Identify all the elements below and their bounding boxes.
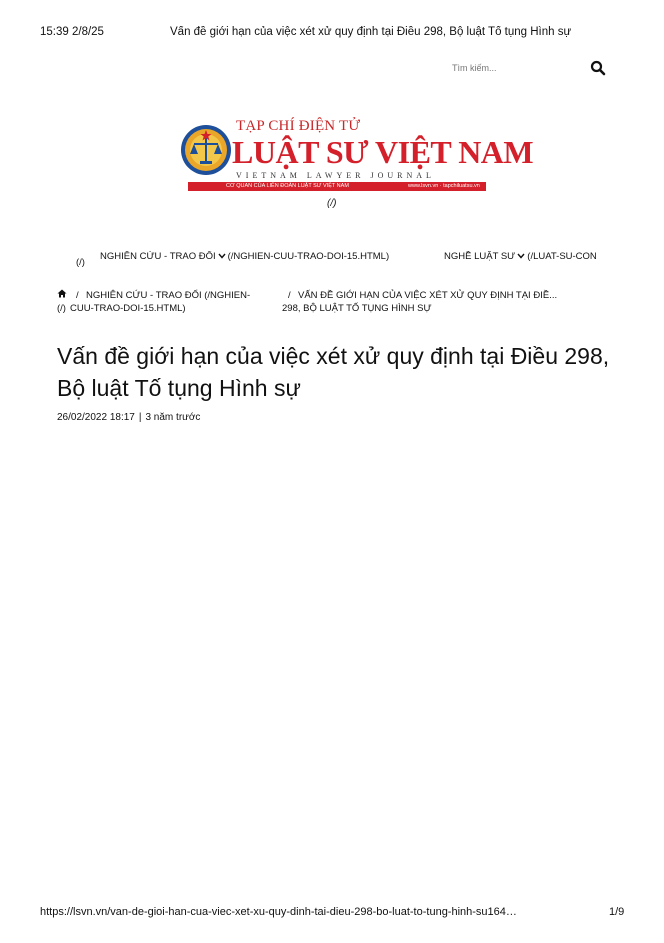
breadcrumb-category-line2: CUU-TRAO-DOI-15.HTML) [70, 303, 186, 314]
nav-item-label: NGHIÊN CỨU - TRAO ĐỔI [100, 251, 216, 262]
home-icon[interactable] [57, 289, 67, 302]
nav-home-link[interactable]: (/) [76, 257, 85, 268]
article-relative-time: 3 năm trước [145, 412, 201, 423]
print-datetime: 15:39 2/8/25 [40, 26, 104, 38]
logo-bar-caption: CƠ QUAN CỦA LIÊN ĐOÀN LUẬT SƯ VIỆT NAM [226, 183, 349, 189]
meta-separator: | [138, 412, 142, 423]
breadcrumb-current-line2: 298, BỘ LUẬT TỐ TỤNG HÌNH SỰ [282, 303, 432, 314]
chevron-down-icon [218, 251, 226, 262]
main-nav [76, 251, 620, 271]
logo-home-link[interactable]: (/) [327, 198, 337, 209]
logo-tagline: TẠP CHÍ ĐIỆN TỬ [236, 118, 361, 134]
print-footer-url: https://lsvn.vn/van-de-gioi-han-cua-viec-xet-xu-quy-dinh-tai-dieu-298-bo-luat-to-tung-hinh-su164… [40, 906, 517, 918]
nav-item-nghe-luat-su[interactable] [444, 251, 597, 262]
nav-item-nghien-cuu[interactable] [100, 251, 389, 262]
search-box [446, 58, 612, 80]
search-icon[interactable] [590, 60, 606, 76]
article-meta [57, 412, 200, 423]
nav-item-href: (/NGHIEN-CUU-TRAO-DOI-15.HTML) [227, 251, 390, 262]
chevron-down-icon [517, 251, 525, 262]
nav-item-label: NGHỀ LUẬT SƯ [444, 251, 516, 262]
print-page-number: 1/9 [609, 906, 625, 918]
breadcrumb-category[interactable] [70, 289, 272, 315]
breadcrumb-separator: / [288, 290, 291, 301]
breadcrumb-separator: / [76, 290, 79, 301]
print-page-title: Vấn đề giới hạn của việc xét xử quy định tại Điều 298, Bộ luật Tố tụng Hình sự [170, 26, 572, 38]
scales-emblem-icon [180, 124, 232, 176]
logo-subtitle: VIETNAM LAWYER JOURNAL [236, 171, 435, 180]
breadcrumb-category-line1: NGHIÊN CỨU - TRAO ĐỔI (/NGHIEN- [86, 290, 251, 301]
article-date: 26/02/2022 18:17 [57, 412, 135, 423]
logo-wordmark: LUẬT SƯ VIỆT NAM [232, 134, 534, 170]
search-input[interactable] [446, 58, 592, 78]
logo-bar-urls: www.lsvn.vn · tapchiluatsu.vn [408, 183, 480, 189]
nav-item-href: (/LUAT-SU-CON [527, 251, 597, 262]
article-title: Vấn đề giới hạn của việc xét xử quy định tại Điều 298, Bộ luật Tố tụng Hình sự [57, 343, 610, 401]
breadcrumb-current [282, 289, 614, 315]
site-logo[interactable] [180, 118, 534, 196]
breadcrumb-home-link[interactable]: (/) [57, 303, 66, 314]
breadcrumb-current-line1: VẤN ĐỀ GIỚI HẠN CỦA VIỆC XÉT XỬ QUY ĐỊNH TẠI ĐIỀ... [298, 290, 558, 301]
